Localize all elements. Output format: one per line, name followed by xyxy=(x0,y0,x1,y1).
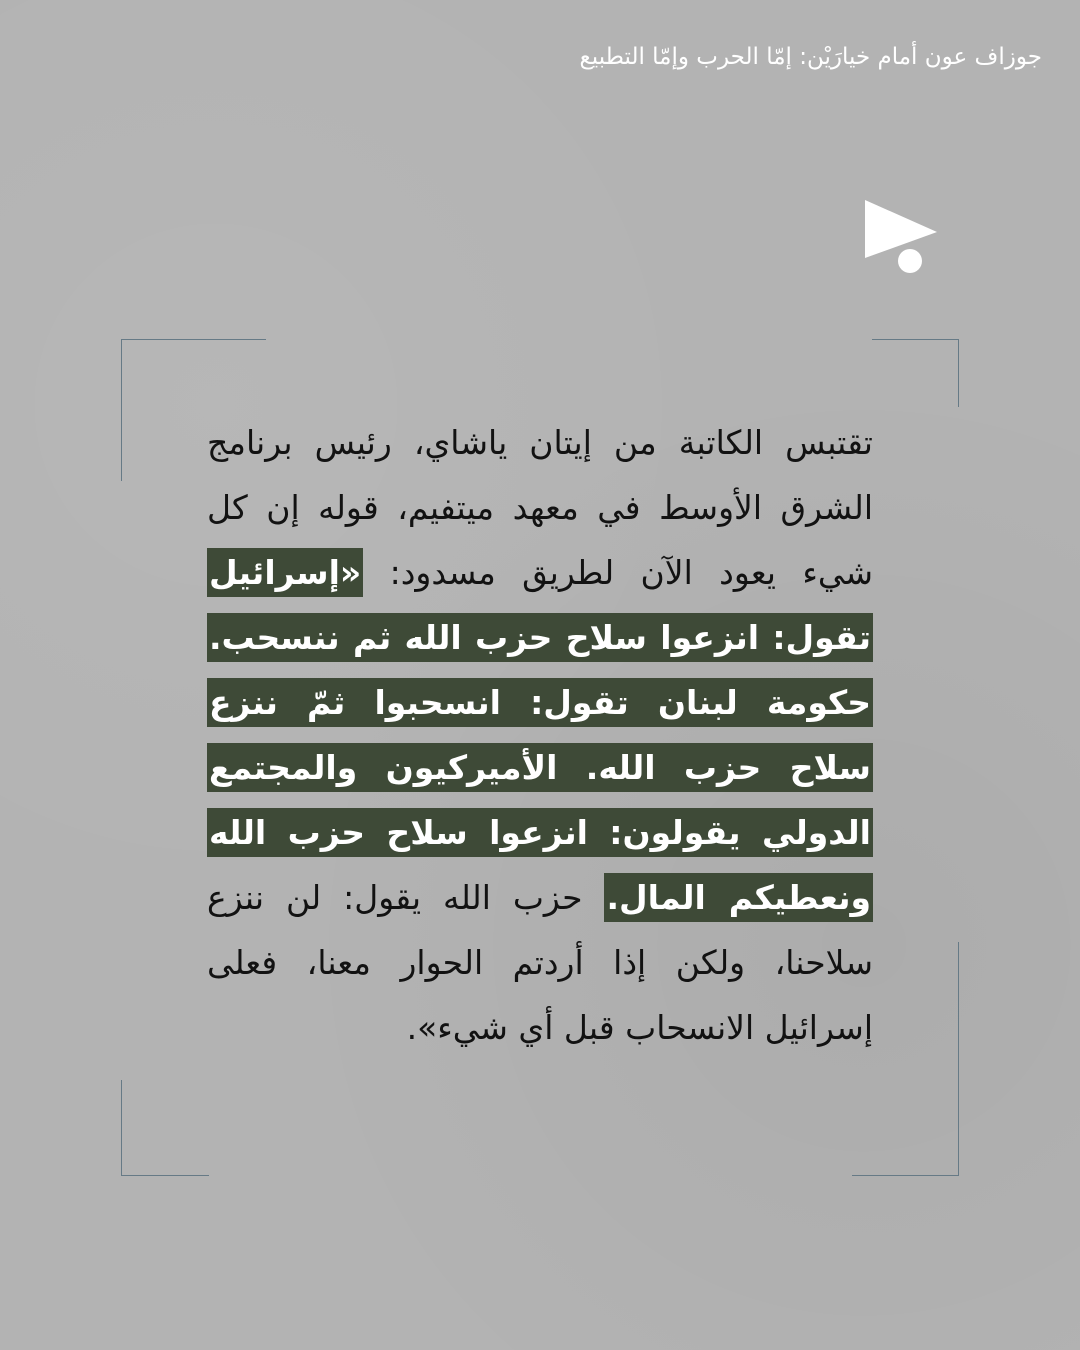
frame-corner-bottom-right-vertical xyxy=(958,942,959,1176)
header-title: جوزاف عون أمام خيارَيْن: إمّا الحرب وإمّا التطبيع xyxy=(579,44,1042,70)
logo-icon xyxy=(863,198,941,278)
quote-outro: حزب الله يقول: لن ننزع سلاحنا، ولكن إذا أردتم الحوار معنا، فعلى إسرائيل الانسحاب قبل أي شيء». xyxy=(207,878,873,1047)
logo-dot xyxy=(898,249,922,273)
quote-paragraph xyxy=(207,410,873,1060)
quote-intro: تقتبس الكاتبة من إيتان ياشاي، رئيس برنامج الشرق الأوسط في معهد ميتفيم، قوله إن كل شيء يعود الآن لطريق مسدود: xyxy=(207,423,873,592)
frame-corner-top-left-vertical xyxy=(121,339,122,481)
quote-highlight: «إسرائيل تقول: انزعوا سلاح حزب الله ثم ننسحب. حكومة لبنان تقول: انسحبوا ثمّ ننزع سلاح حزب الله. الأميركيون والمجتمع الدولي يقولون: انزعوا سلاح حزب الله ونعطيكم المال. xyxy=(207,548,873,922)
logo-play-shape xyxy=(865,200,937,258)
frame-corner-bottom-left-vertical xyxy=(121,1080,122,1176)
frame-corner-top-right xyxy=(872,339,959,340)
frame-corner-bottom-left xyxy=(121,1175,209,1176)
frame-corner-top-right-vertical xyxy=(958,339,959,407)
frame-corner-top-left xyxy=(121,339,266,340)
frame-corner-bottom-right xyxy=(852,1175,959,1176)
